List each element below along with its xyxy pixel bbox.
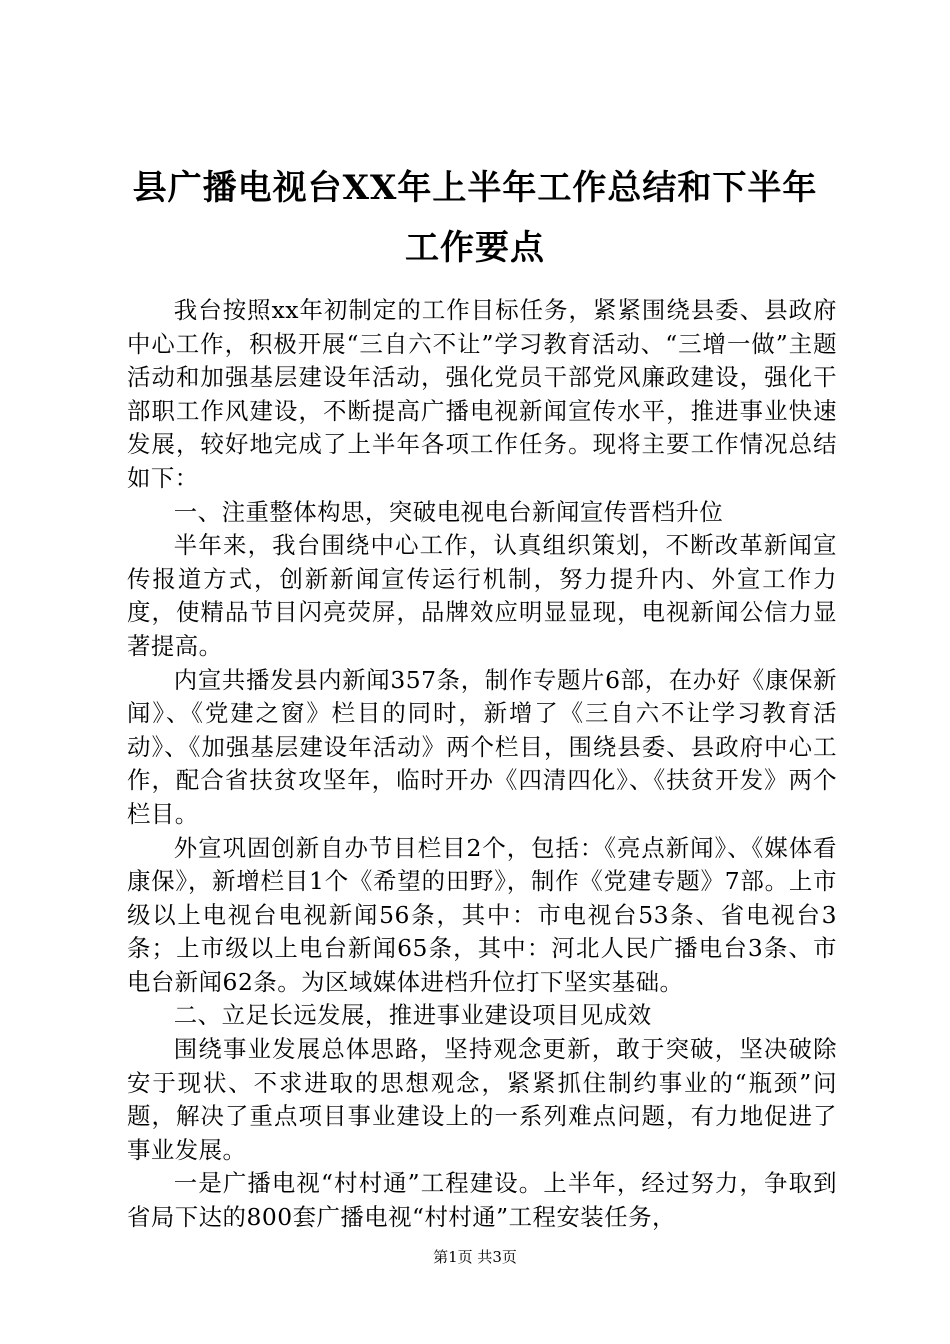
paragraph-half-year: 半年来，我台围绕中心工作，认真组织策划，不断改革新闻宣传报道方式，创新新闻宣传运行机制，努力提升内、外宣工作力度，使精品节目闪亮荧屏，品牌效应明显显现，电视新闻公信力显著提高。 xyxy=(127,531,837,660)
section-heading-1: 一、注重整体构思，突破电视电台新闻宣传晋档升位 xyxy=(173,497,724,526)
paragraph-internal-publicity: 内宣共播发县内新闻357条，制作专题片6部，在办好《康保新闻》、《党建之窗》栏目的同时，新增了《三自六不让学习教育活动》、《加强基层建设年活动》两个栏目，围绕县委、县政府中心工作，配合省扶贫攻坚年，临时开办《四清四化》、《扶贫开发》两个栏目。 xyxy=(127,665,837,828)
paragraph-external-publicity: 外宣巩固创新自办节目栏目2个，包括：《亮点新闻》、《媒体看康保》，新增栏目1个《希望的田野》，制作《党建专题》7部。上市级以上电视台电视新闻56条，其中：市电视台53条、省电视台3条；上市级以上电台新闻65条，其中：河北人民广播电台3条、市电台新闻62条。为区域媒体进档升位打下坚实基础。 xyxy=(127,833,837,996)
document-title-line-2: 工作要点 xyxy=(405,228,545,268)
document-title-line-1: 县广播电视台XX年上半年工作总结和下半年 xyxy=(132,168,818,208)
document-body xyxy=(127,294,837,1235)
paragraph-development: 围绕事业发展总体思路，坚持观念更新，敢于突破，坚决破除安于现状、不求进取的思想观念，紧紧抓住制约事业的“瓶颈”问题，解决了重点项目事业建设上的一系列难点问题，有力地促进了事业发展。 xyxy=(127,1035,837,1164)
page-footer: 第1页 共3页 xyxy=(433,1248,517,1266)
paragraph-intro: 我台按照xx年初制定的工作目标任务，紧紧围绕县委、县政府中心工作，积极开展“三自六不让”学习教育活动、“三增一做”主题活动和加强基层建设年活动，强化党员干部党风廉政建设，强化干部职工作风建设，不断提高广播电视新闻宣传水平，推进事业快速发展，较好地完成了上半年各项工作任务。现将主要工作情况总结如下： xyxy=(127,296,837,492)
paragraph-village-project: 一是广播电视“村村通”工程建设。上半年，经过努力，争取到省局下达的800套广播电视“村村通”工程安装任务， xyxy=(127,1169,837,1232)
section-heading-2: 二、立足长远发展，推进事业建设项目见成效 xyxy=(173,1001,652,1030)
